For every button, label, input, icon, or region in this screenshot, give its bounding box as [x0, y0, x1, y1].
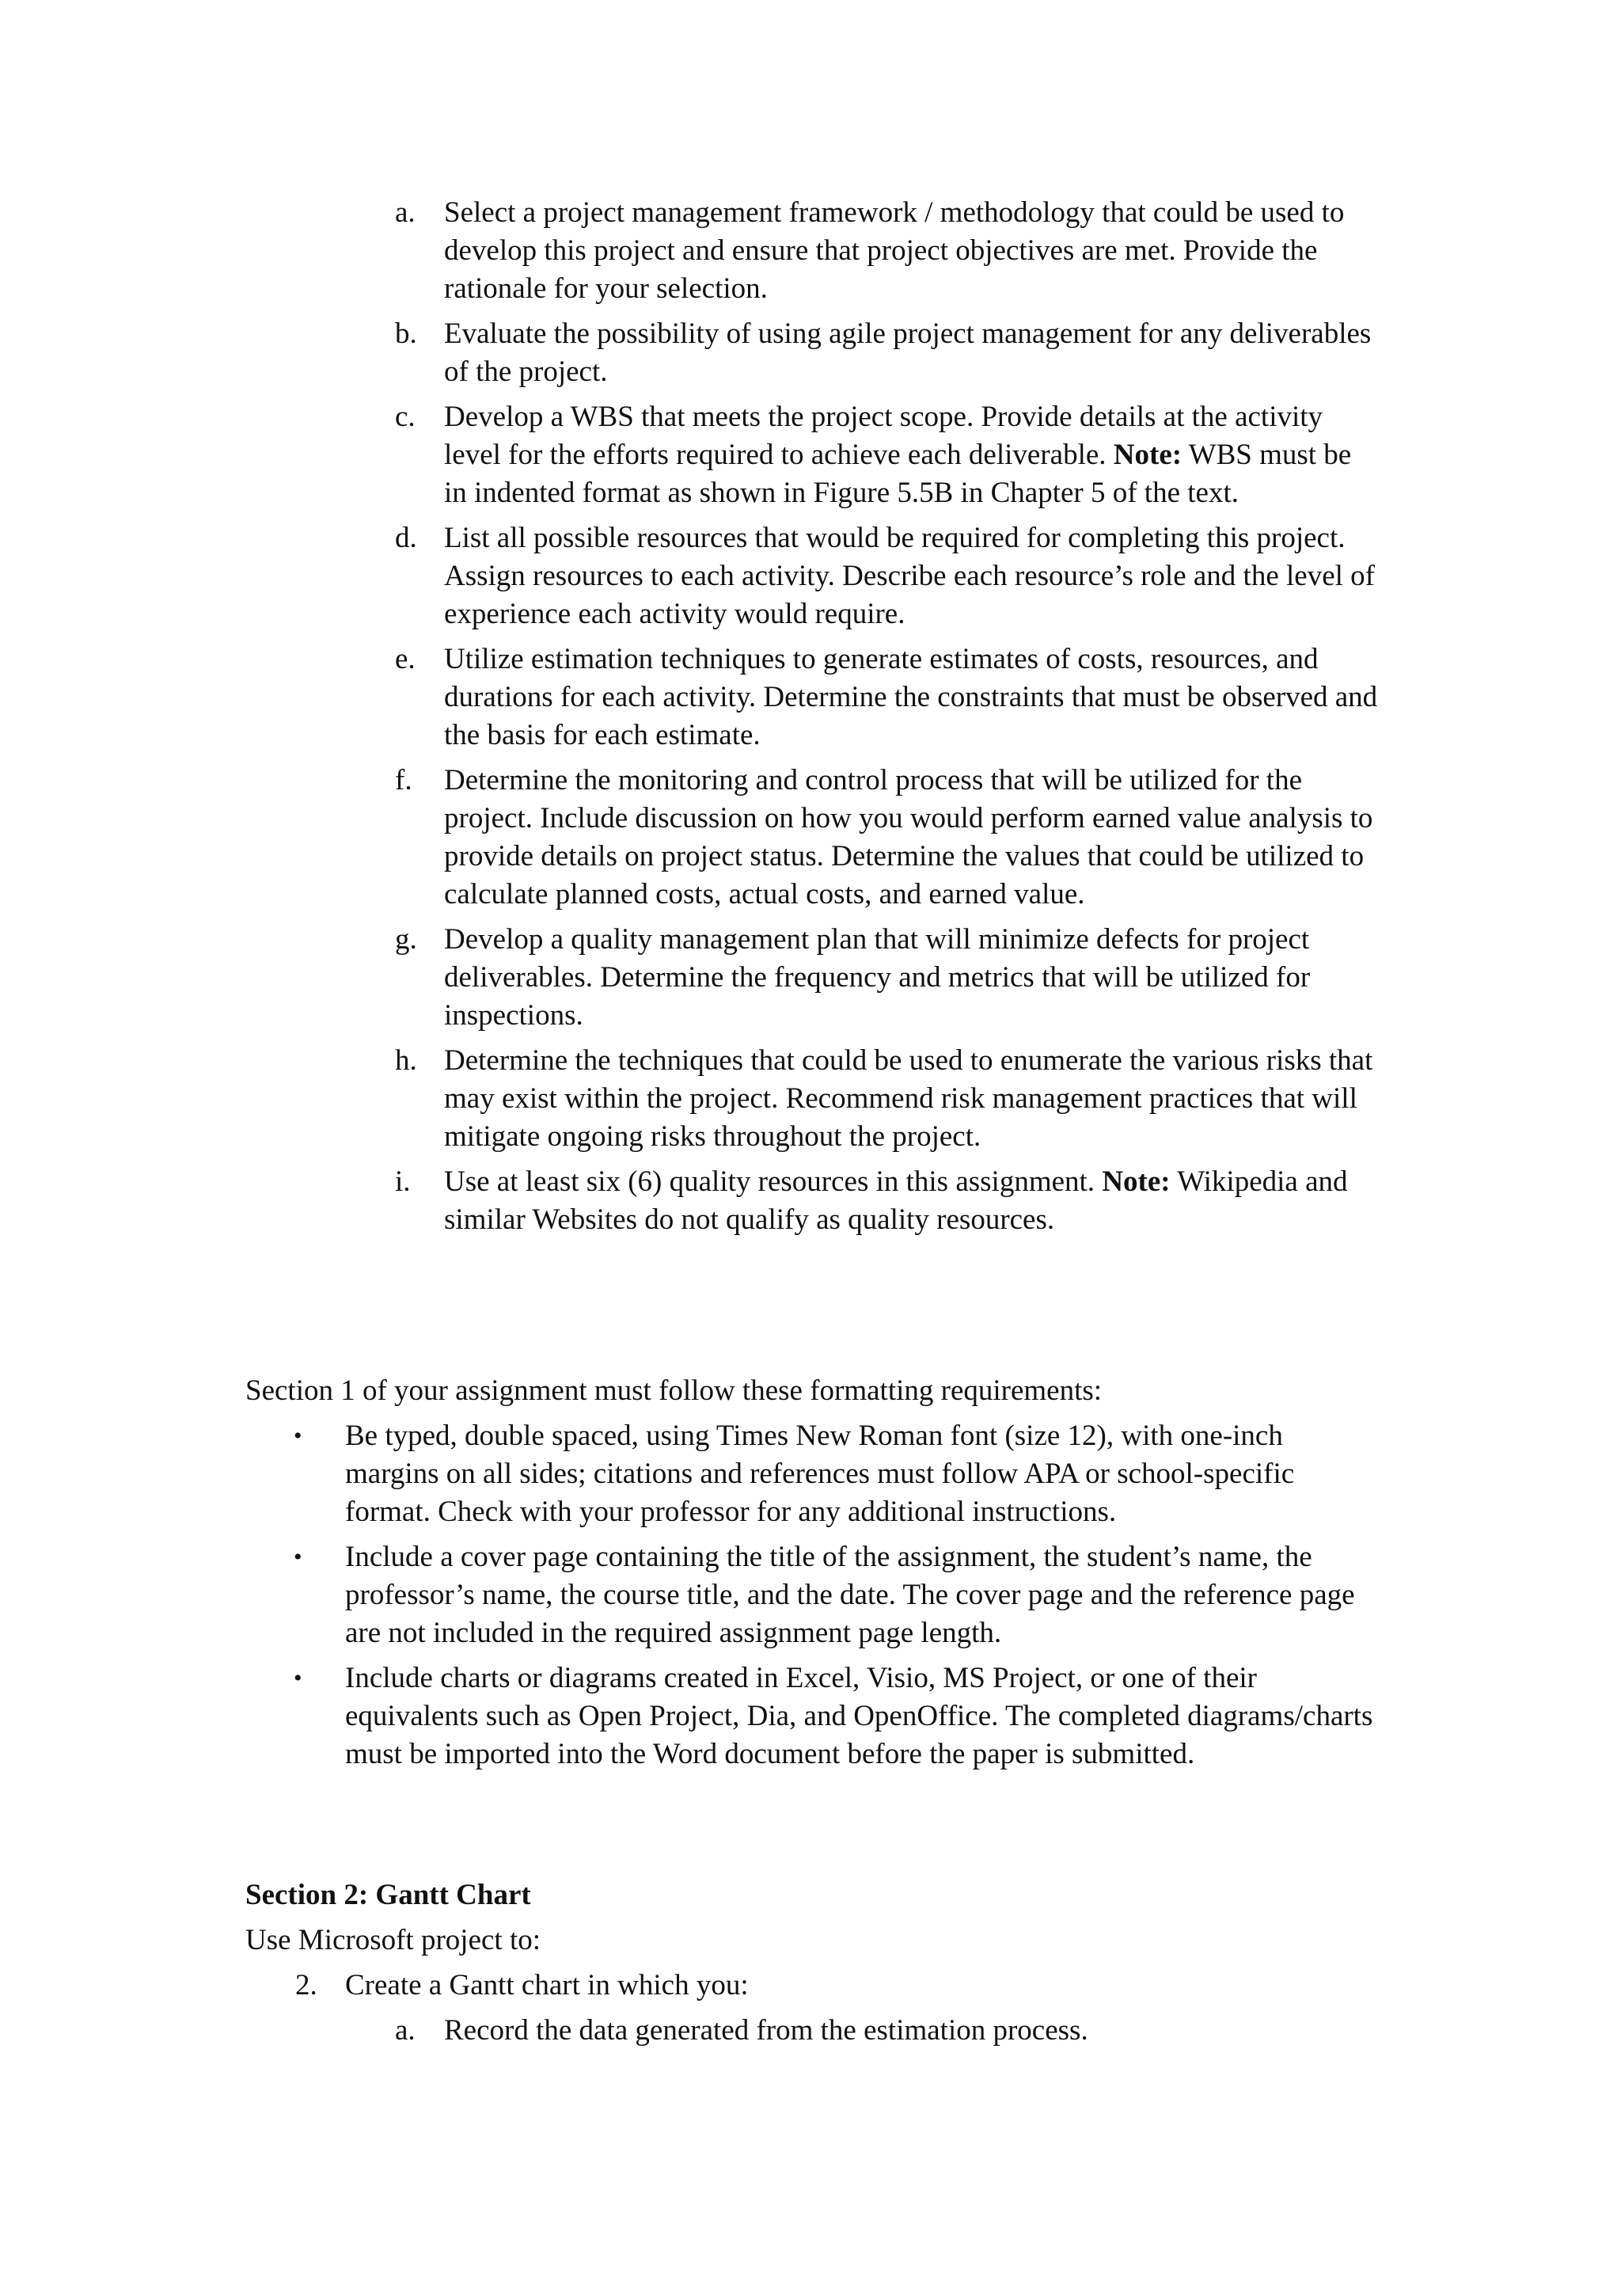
list-item-text: Use at least six (6) quality resources in this assignment. — [444, 1165, 1103, 1198]
list-marker: f. — [395, 764, 412, 796]
list-item-text: Determine the monitoring and control process that will be utilized for the project. Include discussion on how you would perform earned value analysis to provide details on project status. Determine the values that could be utilized to calculate planned costs, actual costs, and earned value. — [444, 764, 1373, 910]
list-item-text: Evaluate the possibility of using agile project management for any deliverables of the project. — [444, 317, 1372, 388]
note-text: Wikipedia and similar Websites do not qualify as quality resources. — [444, 1165, 1348, 1236]
list-marker: c. — [395, 401, 416, 433]
bullet-marker: • — [294, 1544, 302, 1570]
section2-item — [295, 1967, 1378, 2005]
list-item — [395, 762, 1378, 914]
list-item-text: Utilize estimation techniques to generate estimates of costs, resources, and durations for each activity. Determine the constraints that must be observed and the basis for each estimate. — [444, 643, 1378, 751]
formatting-requirements-list — [294, 1417, 1378, 1773]
section1-task-list — [395, 194, 1378, 1239]
bullet-item — [294, 1538, 1378, 1652]
note-label: Note: — [1102, 1165, 1171, 1198]
list-marker: e. — [395, 643, 416, 675]
note-text: WBS must be in indented format as shown in Figure 5.5B in Chapter 5 of the text. — [444, 439, 1352, 509]
list-marker: a. — [395, 2014, 416, 2047]
list-marker: a. — [395, 196, 416, 229]
formatting-intro: Section 1 of your assignment must follow these formatting requirements: — [245, 1374, 1103, 1407]
section2-intro: Use Microsoft project to: — [245, 1924, 541, 1956]
list-item — [395, 194, 1378, 308]
list-marker: h. — [395, 1044, 417, 1077]
list-item — [395, 921, 1378, 1035]
bullet-item-text: Be typed, double spaced, using Times New Roman font (size 12), with one-inch margins on all sides; citations and references must follow APA or school-specific format. Check with your professor for any additional instructions. — [345, 1420, 1295, 1528]
section2-subitem — [395, 2012, 1378, 2050]
list-item-text: Record the data generated from the estimation process. — [444, 2014, 1088, 2047]
list-marker: d. — [395, 522, 417, 554]
list-item-text: Select a project management framework / methodology that could be used to develop this project and ensure that project objectives are met. Provide the rationale for your selection. — [444, 196, 1345, 305]
section2-heading: Section 2: Gantt Chart — [245, 1879, 531, 1911]
list-item — [395, 315, 1378, 391]
list-item — [395, 398, 1378, 512]
list-marker: i. — [395, 1165, 411, 1198]
list-marker: 2. — [295, 1969, 317, 2001]
bullet-marker: • — [294, 1423, 302, 1449]
bullet-item-text: Include a cover page containing the title of the assignment, the student’s name, the professor’s name, the course title, and the date. The cover page and the reference page are not included in the required assignment page length. — [345, 1541, 1355, 1649]
list-item-text: List all possible resources that would be required for completing this project. Assign resources to each activity. Describe each resource’s role and the level of experience each activity would require. — [444, 522, 1375, 630]
list-item — [395, 641, 1378, 755]
bullet-item — [294, 1417, 1378, 1531]
list-item-text: Determine the techniques that could be used to enumerate the various risks that may exist within the project. Recommend risk management practices that will mitigate ongoing risks throughout the project. — [444, 1044, 1373, 1153]
list-item-text: Develop a WBS that meets the project scope. Provide details at the activity level for the efforts required to achieve each deliverable. — [444, 401, 1323, 471]
bullet-item — [294, 1659, 1378, 1773]
note-label: Note: — [1113, 439, 1183, 471]
list-item-text: Create a Gantt chart in which you: — [345, 1969, 749, 2001]
list-item — [395, 1163, 1378, 1239]
list-marker: g. — [395, 923, 417, 956]
list-item — [395, 1042, 1378, 1156]
bullet-item-text: Include charts or diagrams created in Excel, Visio, MS Project, or one of their equivalents such as Open Project, Dia, and OpenOffice. The completed diagrams/charts must be imported into the Word document before the paper is submitted. — [345, 1662, 1373, 1770]
list-marker: b. — [395, 317, 417, 350]
list-item — [395, 519, 1378, 633]
bullet-marker: • — [294, 1665, 302, 1691]
list-item-text: Develop a quality management plan that will minimize defects for project deliverables. Determine the frequency and metrics that will be utilized for inspections. — [444, 923, 1311, 1032]
